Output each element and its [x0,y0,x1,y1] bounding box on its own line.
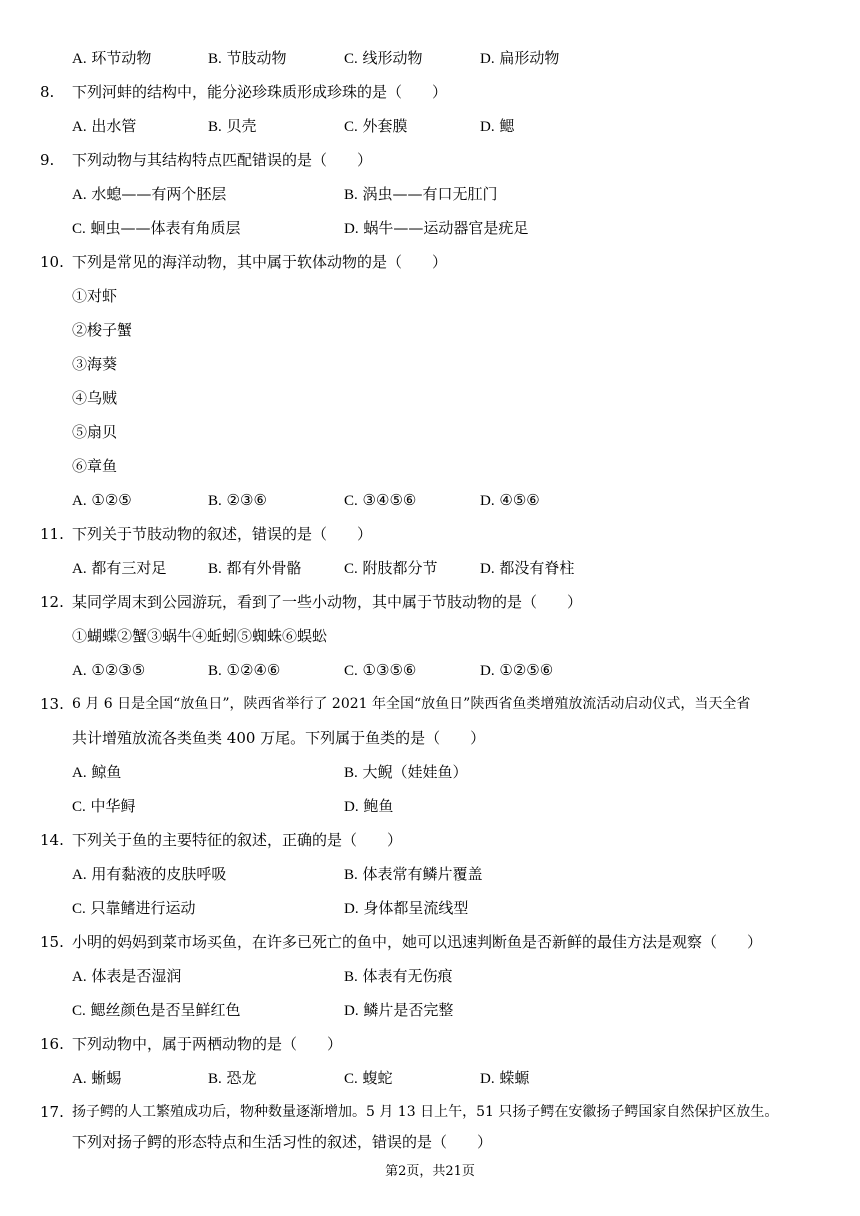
question-number: 15. [40,933,64,951]
question-8 [0,80,860,104]
q8-options-row [0,114,860,138]
q9-options-row-2 [0,216,860,240]
option-d: D. 蝾螈 [480,1069,530,1087]
option-b: B. 贝壳 [208,117,257,135]
option-b: B. 体表有无伤痕 [344,967,453,985]
option-c: C. 外套膜 [344,117,408,135]
question-stem: 6 月 6 日是全国“放鱼日”，陕西省举行了 2021 年全国“放鱼日”陕西省鱼类增殖放流活动启动仪式，当天全省 [72,696,751,712]
q14-options-row-2 [0,896,860,920]
q10-options-row [0,488,860,512]
question-10 [0,250,860,274]
question-stem: 下列是常见的海洋动物，其中属于软体动物的是（ ） [72,253,448,271]
option-c: C. 线形动物 [344,49,423,67]
q13-options-row-1 [0,760,860,784]
option-a: A. 出水管 [72,117,137,135]
option-c: C. 附肢都分节 [344,559,438,577]
page-footer: 第2页，共21页 [385,1164,475,1179]
q10-item: ①对虾 [72,287,118,305]
q9-options-row-1 [0,182,860,206]
question-number: 17. [40,1103,64,1121]
option-c: C. 蛔虫——体表有角质层 [72,219,241,237]
option-a: A. 环节动物 [72,49,152,67]
option-a: A. 体表是否湿润 [72,967,182,985]
option-c: C. 只靠鳍进行运动 [72,899,196,917]
question-stem: 下列动物与其结构特点匹配错误的是（ ） [72,151,373,169]
question-stem: 小明的妈妈到菜市场买鱼，在许多已死亡的鱼中，她可以迅速判断鱼是否新鲜的最佳方法是观察（ ） [72,933,763,951]
question-13 [0,692,860,716]
option-c: C. ③④⑤⑥ [344,491,417,509]
question-number: 9. [40,151,55,169]
question-stem: 某同学周末到公园游玩，看到了一些小动物，其中属于节肢动物的是（ ） [72,593,583,611]
option-b: B. 都有外骨骼 [208,559,302,577]
option-b: B. 恐龙 [208,1069,257,1087]
question-number: 14. [40,831,64,849]
question-number: 13. [40,695,64,713]
option-d: D. ①②⑤⑥ [480,661,554,679]
question-11 [0,522,860,546]
q16-options-row [0,1066,860,1090]
option-d: D. 身体都呈流线型 [344,899,469,917]
question-stem: 下列关于鱼的主要特征的叙述，正确的是（ ） [72,831,403,849]
question-15 [0,930,860,954]
option-a: A. ①②⑤ [72,491,132,509]
q13-options-row-2 [0,794,860,818]
q12-options-row [0,658,860,682]
question-number: 16. [40,1035,64,1053]
option-b: B. 节肢动物 [208,49,287,67]
option-a: A. 蜥蜴 [72,1069,122,1087]
q10-item: ⑤扇贝 [72,423,118,441]
question-13-cont [0,726,860,750]
option-c: C. ①③⑤⑥ [344,661,417,679]
question-stem: 下列河蚌的结构中，能分泌珍珠质形成珍珠的是（ ） [72,83,448,101]
question-stem: 下列对扬子鳄的形态特点和生活习性的叙述，错误的是（ ） [72,1133,493,1151]
question-number: 8. [40,83,55,101]
q10-item: ③海葵 [72,355,118,373]
q14-options-row-1 [0,862,860,886]
option-c: C. 鳃丝颜色是否呈鲜红色 [72,1001,241,1019]
question-17 [0,1100,860,1124]
option-c: C. 中华鲟 [72,797,136,815]
option-b: B. ②③⑥ [208,491,267,509]
question-number: 11. [40,525,64,543]
question-9 [0,148,860,172]
question-number: 10. [40,253,64,271]
option-a: A. 用有黏液的皮肤呼吸 [72,865,227,883]
q7-options-row [0,46,860,70]
q10-item: ④乌贼 [72,389,118,407]
question-14 [0,828,860,852]
option-d: D. 扁形动物 [480,49,560,67]
option-b: B. ①②④⑥ [208,661,281,679]
question-16 [0,1032,860,1056]
question-17-cont [0,1130,860,1154]
option-a: A. 都有三对足 [72,559,167,577]
q15-options-row-2 [0,998,860,1022]
question-stem: 下列关于节肢动物的叙述，错误的是（ ） [72,525,373,543]
question-stem: 共计增殖放流各类鱼类 400 万尾。下列属于鱼类的是（ ） [72,729,486,747]
option-d: D. ④⑤⑥ [480,491,540,509]
question-stem: 下列动物中，属于两栖动物的是（ ） [72,1035,343,1053]
option-b: B. 大鲵（娃娃鱼） [344,763,468,781]
option-b: B. 体表常有鳞片覆盖 [344,865,483,883]
option-b: B. 涡虫——有口无肛门 [344,185,498,203]
option-d: D. 鳞片是否完整 [344,1001,454,1019]
q12-items: ①蝴蝶②蟹③蜗牛④蚯蚓⑤蜘蛛⑥蜈蚣 [72,627,328,645]
option-a: A. ①②③⑤ [72,661,146,679]
q10-item: ⑥章鱼 [72,457,118,475]
option-c: C. 蝮蛇 [344,1069,393,1087]
q15-options-row-1 [0,964,860,988]
option-d: D. 都没有脊柱 [480,559,575,577]
q11-options-row [0,556,860,580]
q10-item: ②梭子蟹 [72,321,133,339]
option-d: D. 蜗牛——运动器官是疣足 [344,219,529,237]
question-12 [0,590,860,614]
option-d: D. 鳃 [480,117,515,135]
option-a: A. 水螅——有两个胚层 [72,185,227,203]
option-d: D. 鲍鱼 [344,797,394,815]
question-stem: 扬子鳄的人工繁殖成功后，物种数量逐渐增加。5 月 13 日上午，51 只扬子鳄在安徽扬子鳄国家自然保护区放生。 [72,1104,779,1120]
question-number: 12. [40,593,64,611]
option-a: A. 鲸鱼 [72,763,122,781]
